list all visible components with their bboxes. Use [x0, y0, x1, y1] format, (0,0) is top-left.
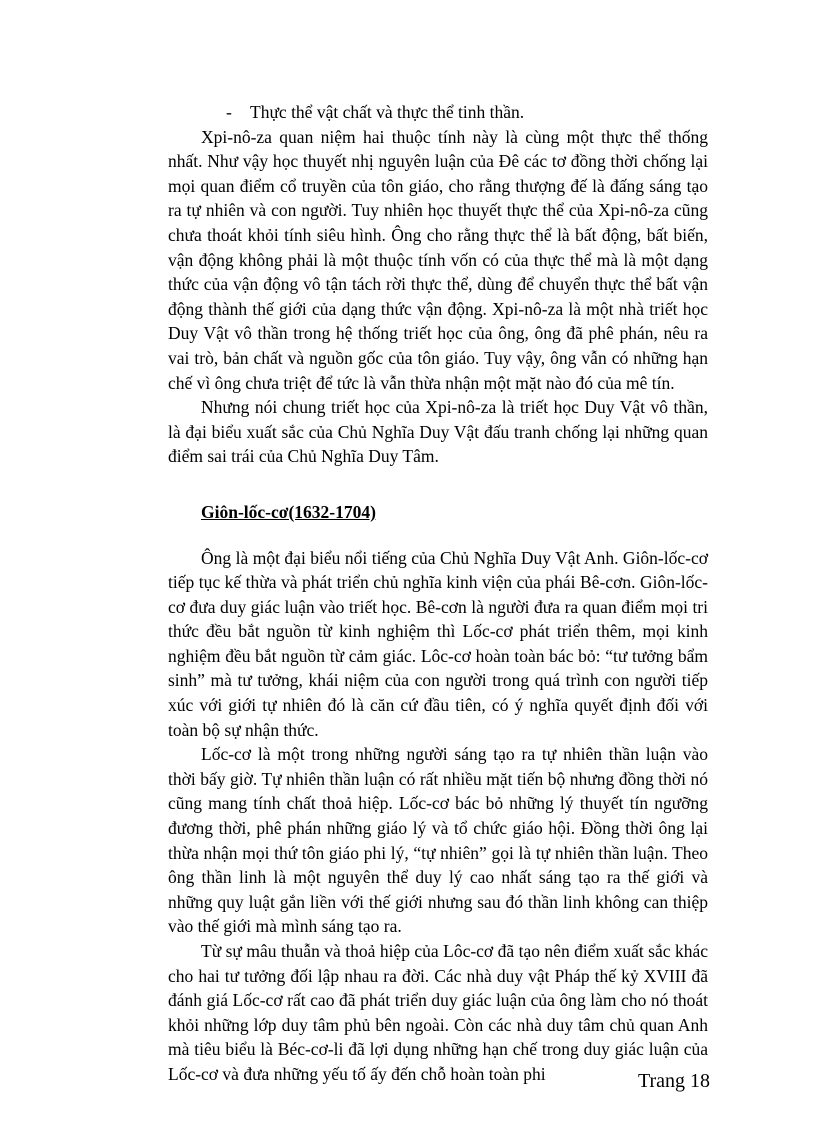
paragraph-5: Từ sự mâu thuẫn và thoả hiệp của Lôc-cơ đã tạo nên điểm xuất sắc khác cho hai tư tưởng đối lập nhau ra đời. Các nhà duy vật Pháp thế kỷ XVIII đã đánh giá Lốc-cơ rất cao đã phát triển duy giác luận của ông làm cho nó thoát khỏi những lớp duy tâm phủ bên ngoài. Còn các nhà duy tâm chủ quan Anh mà tiêu biểu là Béc-cơ-li đã lợi dụng những hạn chế trong duy giác luận của Lốc-cơ và đưa những yếu tố ấy đến chỗ hoàn toàn phi [168, 941, 708, 1084]
paragraph-4: Lốc-cơ là một trong những người sáng tạo ra tự nhiên thần luận vào thời bấy giờ. Tự nhiên thần luận có rất nhiều mặt tiến bộ nhưng đồng thời nó cũng mang tính chất thoả hiệp. Lốc-cơ bác bỏ những lý thuyết tín ngưỡng đương thời, phê phán những giáo lý và tổ chức giáo hội. Đồng thời ông lại thừa nhận mọi thứ tôn giáo phi lý, “tự nhiên” gọi là tự nhiên thần luận. Theo ông thần linh là một nguyên thể duy lý cao nhất sáng tạo ra thế giới và những quy luật gắn liền với thế giới nhưng sau đó thần linh không can thiệp vào thế giới mà mình sáng tạo ra. [168, 744, 708, 937]
bullet-marker: - [226, 102, 232, 122]
paragraph-3: Ông là một đại biểu nổi tiếng của Chủ Nghĩa Duy Vật Anh. Giôn-lốc-cơ tiếp tục kế thừa và phát triển chủ nghĩa kinh viện của phái Bê-cơn. Giôn-lốc-cơ đưa duy giác luận vào triết học. Bê-cơn là người đưa ra quan điểm mọi tri thức đều bắt nguồn từ kinh nghiệm thì Lốc-cơ phát triển thêm, mọi kinh nghiệm đều bắt nguồn từ cảm giác. Lôc-cơ hoàn toàn bác bỏ: “tư tưởng bẩm sinh” mà tư tưởng, khái niệm của con người trong quá trình con người tiếp xúc với giới tự nhiên đó là căn cứ đầu tiên, có ý nghĩa quyết định đối với toàn bộ sự nhận thức. [168, 547, 708, 740]
bullet-text: Thực thể vật chất và thực thể tinh thần. [250, 102, 525, 122]
paragraph-1: Xpi-nô-za quan niệm hai thuộc tính này là cùng một thực thể thống nhất. Như vậy học thuyết nhị nguyên luận của Đê các tơ đồng thời chống lại mọi quan điểm cổ truyền của tôn giáo, cho rằng thượng đế là đấng sáng tạo ra tự nhiên và con người. Tuy nhiên học thuyết thực thể của Xpi-nô-za cũng chưa thoát khỏi tính siêu hình. Ông cho rằng thực thể là bất động, bất biến, vận động không phải là một thuộc tính vốn có của thực thể mà là một dạng thức của vận động vô tận tách rời thực thể, dùng để chuyển thực thể bất vận động thành thế giới của dạng thức vận động. Xpi-nô-za là một nhà triết học Duy Vật vô thần trong hệ thống triết học của ông, ông đã phê phán, nêu ra vai trò, bản chất và nguồn gốc của tôn giáo. Tuy vậy, ông vẫn có những hạn chế vì ông chưa triệt để tức là vẫn thừa nhận một mặt nào đó của mê tín. [168, 126, 708, 393]
paragraph-2: Nhưng nói chung triết học của Xpi-nô-za là triết học Duy Vật vô thần, là đại biểu xuất sắc của Chủ Nghĩa Duy Vật đấu tranh chống lại những quan điểm sai trái của Chủ Nghĩa Duy Tâm. [168, 397, 708, 467]
page-number: Trang 18 [637, 1070, 710, 1092]
section-heading: Giôn-lốc-cơ(1632-1704) [201, 501, 376, 522]
document-body [168, 100, 708, 1087]
bullet-item [168, 100, 708, 125]
